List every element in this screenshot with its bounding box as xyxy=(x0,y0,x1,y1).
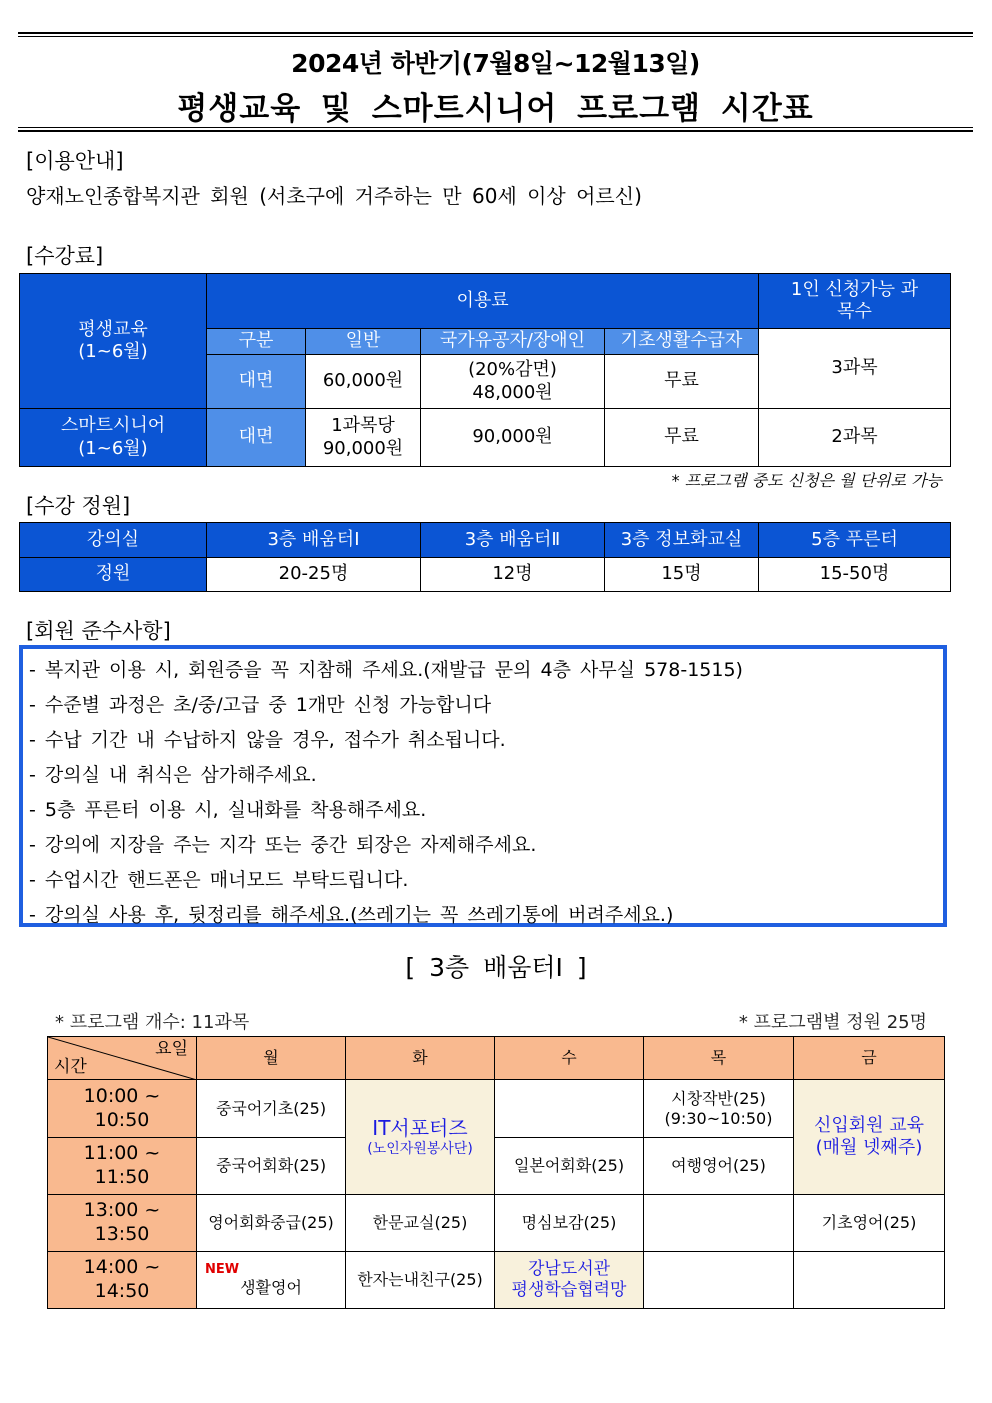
cell-fri-1400 xyxy=(794,1252,945,1309)
fees-col-type: 구분 xyxy=(207,329,306,355)
fees-header-limit: 1인 신청가능 과목수 xyxy=(759,274,951,329)
cell-fri-1300: 기초영어(25) xyxy=(794,1195,945,1252)
cell-thu-1100: 여행영어(25) xyxy=(644,1138,794,1195)
cell-mon-1300: 영어회화중급(25) xyxy=(197,1195,346,1252)
cell-tue-1300: 한문교실(25) xyxy=(346,1195,495,1252)
fees-table xyxy=(19,273,951,467)
time-slot-1000: 10:00 ~ 10:50 xyxy=(48,1080,197,1138)
fees-limit-1: 3과목 xyxy=(759,329,951,409)
capacity-room-3: 3층 정보화교실 xyxy=(605,523,759,558)
cell-mon-1000: 중국어기초(25) xyxy=(197,1080,346,1138)
rules-heading: [회원 준수사항] xyxy=(26,619,171,643)
fees-col-general: 일반 xyxy=(306,329,421,355)
cell-thu-1300 xyxy=(644,1195,794,1252)
rule-item: - 수납 기간 내 수납하지 않을 경우, 접수가 취소됩니다. xyxy=(29,729,506,751)
fees-heading: [수강료] xyxy=(26,244,104,268)
fees-program-1: 평생교육 (1~6월) xyxy=(20,274,207,409)
rule-item: - 5층 푸른터 이용 시, 실내화를 착용해주세요. xyxy=(29,799,427,821)
day-header-fri: 금 xyxy=(794,1037,945,1080)
fees-col-merit: 국가유공자/장애인 xyxy=(421,329,605,355)
page-title: 평생교육 및 스마트시니어 프로그램 시간표 xyxy=(177,91,814,127)
capacity-value-3: 15명 xyxy=(605,558,759,592)
corner-day-label: 요일 xyxy=(155,1039,188,1059)
capacity-heading: [수강 정원] xyxy=(26,494,131,518)
fees-col-basic: 기초생활수급자 xyxy=(605,329,759,355)
new-badge: NEW xyxy=(205,1261,240,1277)
fees-merit-2: 90,000원 xyxy=(421,409,605,467)
cell-wed-1100: 일본어회화(25) xyxy=(495,1138,644,1195)
cell-tue-1400: 한자는내친구(25) xyxy=(346,1252,495,1309)
timetable-room-title: [ 3층 배움터Ⅰ ] xyxy=(405,953,587,982)
capacity-value-header: 정원 xyxy=(20,558,207,592)
top-rule-thin xyxy=(18,36,973,37)
rule-item: - 강의실 사용 후, 뒷정리를 해주세요.(쓰레기는 꼭 쓰레기통에 버려주세요.) xyxy=(29,904,674,926)
usage-heading: [이용안내] xyxy=(26,149,124,173)
cell-wed-1300: 명심보감(25) xyxy=(495,1195,644,1252)
usage-text: 양재노인종합복지관 회원 (서초구에 거주하는 만 60세 이상 어르신) xyxy=(26,184,642,208)
fees-limit-2: 2과목 xyxy=(759,409,951,467)
time-slot-1100: 11:00 ~ 11:50 xyxy=(48,1138,197,1195)
fees-note: * 프로그램 중도 신청은 월 단위로 가능 xyxy=(671,471,942,490)
day-header-mon: 월 xyxy=(197,1037,346,1080)
timetable xyxy=(47,1036,945,1309)
cell-thu-1400 xyxy=(644,1252,794,1309)
cell-tue-am: IT서포터즈 (노인자원봉사단) xyxy=(346,1080,495,1195)
capacity-value-2: 12명 xyxy=(421,558,605,592)
capacity-room-2: 3층 배움터Ⅱ xyxy=(421,523,605,558)
fees-merit-1: (20%감면) 48,000원 xyxy=(421,355,605,409)
time-slot-1300: 13:00 ~ 13:50 xyxy=(48,1195,197,1252)
fees-type-2: 대면 xyxy=(207,409,306,467)
cell-fri-am: 신입회원 교육 (매월 넷째주) xyxy=(794,1080,945,1195)
corner-time-label: 시간 xyxy=(54,1056,87,1077)
fees-basic-1: 무료 xyxy=(605,355,759,409)
day-header-thu: 목 xyxy=(644,1037,794,1080)
rule-item: - 수준별 과정은 초/중/고급 중 1개만 신청 가능합니다 xyxy=(29,694,492,716)
time-slot-1400: 14:00 ~ 14:50 xyxy=(48,1252,197,1309)
cell-thu-1000: 시창작반(25) (9:30~10:50) xyxy=(644,1080,794,1138)
day-header-wed: 수 xyxy=(495,1037,644,1080)
fees-program-2: 스마트시니어 (1~6월) xyxy=(20,409,207,467)
capacity-value-4: 15-50명 xyxy=(759,558,951,592)
cell-wed-1400: 강남도서관 평생학습협력망 xyxy=(495,1252,644,1309)
title-rule-thin xyxy=(18,127,973,128)
rules-box xyxy=(19,645,947,927)
fees-basic-2: 무료 xyxy=(605,409,759,467)
fees-header-fee: 이용료 xyxy=(207,274,759,329)
rule-item: - 복지관 이용 시, 회원증을 꼭 지참해 주세요.(재발급 문의 4층 사무실 578-1515) xyxy=(29,659,743,681)
capacity-value-1: 20-25명 xyxy=(207,558,421,592)
program-count-note: * 프로그램 개수: 11과목 xyxy=(55,1012,250,1033)
program-capacity-note: * 프로그램별 정원 25명 xyxy=(738,1012,927,1033)
cell-wed-1000 xyxy=(495,1080,644,1138)
capacity-table xyxy=(19,522,951,592)
title-rule xyxy=(18,130,973,132)
day-header-tue: 화 xyxy=(346,1037,495,1080)
fees-general-1: 60,000원 xyxy=(306,355,421,409)
rule-item: - 수업시간 핸드폰은 매너모드 부탁드립니다. xyxy=(29,869,409,891)
timetable-corner xyxy=(48,1037,197,1080)
capacity-room-header: 강의실 xyxy=(20,523,207,558)
rule-item: - 강의실 내 취식은 삼가해주세요. xyxy=(29,764,317,786)
cell-mon-1100: 중국어회화(25) xyxy=(197,1138,346,1195)
fees-type-1: 대면 xyxy=(207,355,306,409)
rule-item: - 강의에 지장을 주는 지각 또는 중간 퇴장은 자제해주세요. xyxy=(29,834,537,856)
top-rule xyxy=(18,32,973,34)
fees-general-2: 1과목당 90,000원 xyxy=(306,409,421,467)
capacity-room-1: 3층 배움터Ⅰ xyxy=(207,523,421,558)
title-period: 2024년 하반기(7월8일~12월13일) xyxy=(291,49,700,78)
capacity-room-4: 5층 푸른터 xyxy=(759,523,951,558)
cell-mon-1400: NEW 생활영어 xyxy=(197,1252,346,1309)
